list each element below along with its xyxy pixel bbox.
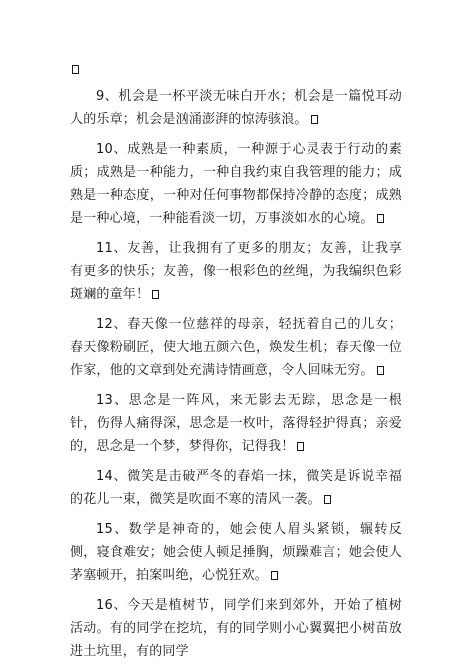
paragraph-15: 15、数学是神奇的，她会使人眉头紧锁，辗转反侧，寝食难安；她会使人顿足捶胸，烦躁难言；她会使人茅塞顿开，拍案叫绝，心悦狂欢。 (70, 522, 402, 583)
paragraph-14: 14、微笑是击破严冬的春焰一抹，微笑是诉说幸福的花儿一束，微笑是吹面不寒的清风一袭。 (70, 469, 402, 507)
missing-glyph-box-icon (377, 214, 384, 223)
paragraph-12: 12、春天像一位慈祥的母亲，轻抚着自己的儿女；春天像粉刷匠，使大地五颜六色，焕发生机；春天像一位作家，他的文章到处充满诗情画意，令人回味无穷。 (70, 317, 402, 378)
missing-glyph-box-icon (297, 442, 304, 451)
paragraph-13: 13、思念是一阵风，来无影去无踪，思念是一根针，伤得人痛得深，思念是一枚叶，落得轻护得真；亲爱的，思念是一个梦，梦得你，记得我！ (70, 393, 402, 454)
missing-glyph-box-icon (377, 366, 384, 375)
document-body (70, 58, 402, 670)
paragraph-16: 16、今天是植树节，同学们来到郊外，开始了植树活动。有的同学在挖坑，有的同学则小心翼翼把小树苗放进土坑里，有的同学 (70, 598, 402, 659)
missing-glyph-box-icon (271, 571, 278, 580)
paragraph-11: 11、友善，让我拥有了更多的朋友；友善，让我享有更多的快乐；友善，像一根彩色的丝绳，为我编织色彩斑斓的童年！ (70, 241, 402, 302)
missing-glyph-box-icon (311, 115, 318, 124)
paragraph-9: 9、机会是一杯平淡无味白开水；机会是一篇悦耳动人的乐章；机会是汹涌澎湃的惊涛骇浪。 (70, 89, 402, 127)
missing-glyph-box-icon (72, 65, 79, 74)
missing-glyph-box-icon (324, 495, 331, 504)
paragraph-fragment (70, 58, 402, 81)
paragraph-10: 10、成熟是一种素质，一种源于心灵表于行动的素质；成熟是一种能力，一种自我约束自我管理的能力；成熟是一种态度，一种对任何事物都保持冷静的态度；成熟是一种心境，一种能看淡一切，万事淡如水的心境。 (70, 142, 402, 226)
missing-glyph-box-icon (152, 290, 159, 299)
